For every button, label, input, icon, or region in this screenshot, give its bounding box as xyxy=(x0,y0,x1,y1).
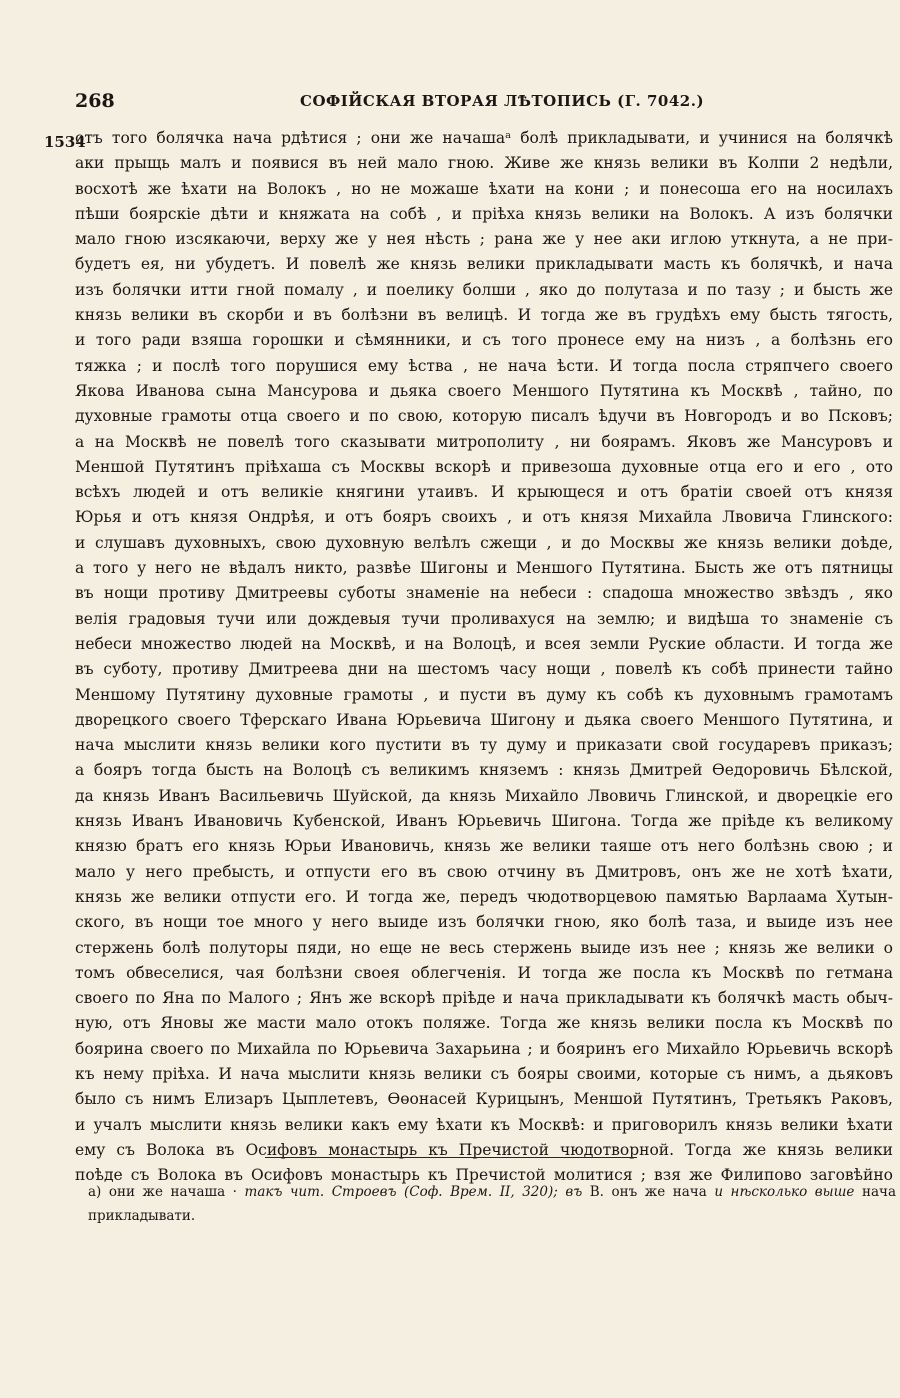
footnote-siglum: В. xyxy=(589,1184,604,1200)
text-line: небеси множество людей на Москвѣ, и на Волоцѣ, и всея земли Руские области. И тогда же xyxy=(75,634,893,653)
footnote-comment: такъ чит. Строевъ (Соф. Врем. II, 320); въ xyxy=(244,1184,583,1200)
text-line: будетъ ея, ни убудетъ. И повелѣ же князь велики прикладывати масть къ болячкѣ, и нача xyxy=(75,255,893,274)
text-line: и учалъ мыслити князь велики какъ ему ѣхати къ Москвѣ: и приговорилъ князь велики ѣхати xyxy=(75,1115,893,1134)
text-line: поѣде съ Волока въ Осифовъ монастырь къ Пречистой молитися ; взя же Филипово заговѣйно xyxy=(75,1166,893,1185)
text-line: князю братъ его князь Юрьи Ивановичь, князь же велики таяше отъ него болѣзнь свою ; и xyxy=(75,837,893,856)
text-line: князь Иванъ Ивановичь Кубенской, Иванъ Юрьевичь Шигона. Тогда же пріѣде къ великому xyxy=(75,812,893,831)
text-line: князь же велики отпусти его. И тогда же, передъ чюдотворцевою памятью Варлаама Хутын- xyxy=(75,887,893,906)
text-line: мало у него пребысть, и отпусти его въ свою отчину въ Дмитровъ, онъ же не хотѣ ѣхати, xyxy=(75,862,893,881)
text-line: ему съ Волока въ Осифовъ монастырь къ Пречистой чюдотворной. Тогда же князь велики xyxy=(75,1140,893,1159)
text-line: ную, отъ Яновы же масти мало отокъ поляже. Тогда же князь велики посла къ Москвѣ по xyxy=(75,1014,893,1033)
text-line: а того у него не вѣдалъ никто, развѣе Шигоны и Меншого Путятина. Бысть же отъ пятницы xyxy=(75,559,893,578)
footnote-lemma: они же начаша xyxy=(108,1184,226,1200)
text-line: своего по Яна по Малого ; Янъ же вскорѣ пріѣде и нача прикладывати къ болячкѣ масть обыч- xyxy=(75,989,893,1008)
text-line: восхотѣ же ѣхати на Волокъ , но не можаше ѣхати на кони ; и понесоша его на носилахъ xyxy=(75,179,893,198)
text-line: въ нощи противу Дмитреевы суботы знаменіе на небеси : спадоша множество звѣздъ , яко xyxy=(75,584,893,603)
text-line: а бояръ тогда бысть на Волоцѣ съ великимъ княземъ : князь Дмитрей Өедоровичь Бѣлской, xyxy=(75,761,893,780)
text-line: боярина своего по Михайла по Юрьевича Захарьина ; и бояринъ его Михайло Юрьевичь вскорѣ xyxy=(75,1039,893,1058)
running-head: СОФІЙСКАЯ ВТОРАЯ ЛѢТОПИСЬ (Г. 7042.) xyxy=(300,92,705,110)
margin-year: 1534 xyxy=(44,133,86,151)
footnote-continuation: прикладывати. xyxy=(88,1208,196,1224)
text-line: да князь Иванъ Васильевичь Шуйской, да князь Михайло Лвовичь Глинской, и дворецкіе его xyxy=(75,786,893,805)
text-line: духовные грамоты отца своего и по свою, которую писалъ ѣдучи въ Новгородъ и во Псковъ; xyxy=(75,407,893,426)
text-line: и того ради взяша горошки и сѣмянники, и съ того пронесе ему на низъ , а болѣзнь его xyxy=(75,331,893,350)
footnote: a) они же начаша · такъ чит. Строевъ (Соф. Врем. II, 320); въ В. онъ же нача и нѣсколько выше нача прикладывати. xyxy=(88,1184,896,1224)
text-line: велія градовыя тучи или дождевыя тучи проливахуся на землю; и видѣша то знаменіе съ xyxy=(75,609,893,628)
text-line: къ нему пріѣха. И нача мыслити князь велики съ бояры своими, которые съ нимъ, а дьяковъ xyxy=(75,1064,893,1083)
text-line: Якова Иванова сына Мансурова и дьяка своего Меншого Путятина къ Москвѣ , тайно, по xyxy=(75,381,893,400)
page-number: 268 xyxy=(75,90,115,112)
text-line: и слушавъ духовныхъ, свою духовную велѣлъ сжещи , и до Москвы же князь велики доѣде, xyxy=(75,533,893,552)
text-line: въ суботу, противу Дмитреева дни на шестомъ часу нощи , повелѣ къ собѣ принести тайно xyxy=(75,660,893,679)
text-line: Юрья и отъ князя Ондрѣя, и отъ бояръ своихъ , и отъ князя Михайла Лвовича Глинского: xyxy=(75,508,893,527)
text-line: ского, въ нощи тое много у него выиде изъ болячки гною, яко болѣ таза, и выиде изъ нее xyxy=(75,913,893,932)
text-line: мало гною изсякаючи, верху же у нея нѣсть ; рана же у нее аки иглою уткнута, а не при- xyxy=(75,230,893,249)
text-line: было съ нимъ Елизаръ Цыплетевъ, Өөонасей Курицынъ, Меншой Путятинъ, Третьякъ Раковъ, xyxy=(75,1090,893,1109)
text-line: Меншой Путятинъ пріѣхаша съ Москвы вскорѣ и привезоша духовные отца его и его , ото xyxy=(75,457,893,476)
footnote-variant: онъ же нача xyxy=(611,1184,707,1200)
footnote-marker: a) xyxy=(88,1184,102,1200)
text-line: томъ обвеселися, чая болѣзни своея облегченія. И тогда же посла къ Москвѣ по гетмана xyxy=(75,963,893,982)
text-line: а на Москвѣ не повелѣ того сказывати митрополиту , ни боярамъ. Яковъ же Мансуровъ и xyxy=(75,432,893,451)
text-line: тяжка ; и послѣ того порушися ему ѣства , не нача ѣсти. И тогда посла стряпчего своего xyxy=(75,356,893,375)
footnote-tail: нача xyxy=(861,1184,896,1200)
text-line: пѣши боярскіе дѣти и княжата на собѣ , и пріѣха князь велики на Волокъ. А изъ болячки xyxy=(75,204,893,223)
footnote-comment-2: и нѣсколько выше xyxy=(714,1184,855,1200)
text-line: аки прыщь малъ и появися въ ней мало гною. Живе же князь велики въ Колпи 2 недѣли, xyxy=(75,154,893,173)
text-line: стержень болѣ полуторы пяди, но еще не весь стержень выиде изъ нее ; князь же велики о xyxy=(75,938,893,957)
text-line: нача мыслити князь велики кого пустити въ ту думу и приказати свой государевъ приказъ; xyxy=(75,736,893,755)
text-line: князь велики въ скорби и въ болѣзни въ велицѣ. И тогда же въ грудѣхъ ему бысть тягость, xyxy=(75,306,893,325)
text-line: Меншому Путятину духовные грамоты , и пусти въ думу къ собѣ къ духовнымъ грамотамъ xyxy=(75,685,893,704)
text-line: отъ того болячка нача рдѣтися ; они же начашаᵃ болѣ прикладывати, и учинися на болячкѣ xyxy=(75,129,893,147)
chronicle-text xyxy=(75,126,893,1188)
text-line: всѣхъ людей и отъ великіе княгини утаивъ. И крыющеся и отъ братіи своей отъ князя xyxy=(75,483,893,502)
footnote-divider xyxy=(265,1157,637,1158)
text-line: изъ болячки итти гной помалу , и поелику болши , яко до полутаза и по тазу ; и бысть же xyxy=(75,280,893,299)
text-line: дворецкого своего Тферскаго Ивана Юрьевича Шигону и дьяка своего Меншого Путятина, и xyxy=(75,710,893,729)
